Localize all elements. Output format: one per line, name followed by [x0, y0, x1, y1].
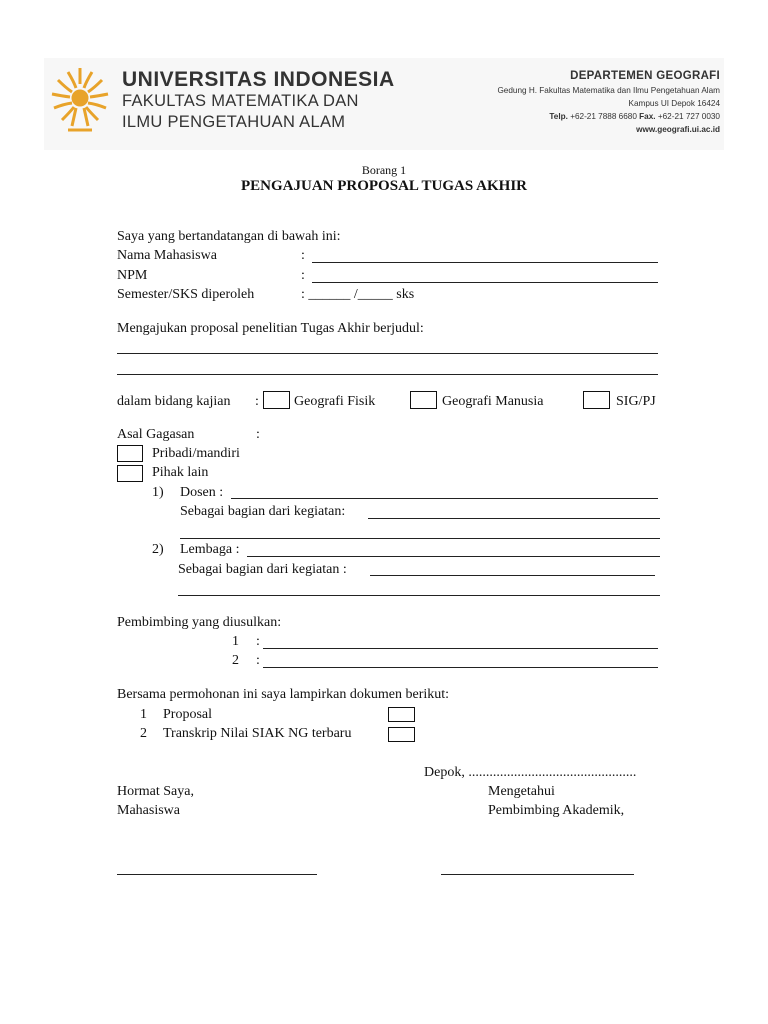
- pembimbing-akademik-label: Pembimbing Akademik,: [488, 803, 625, 818]
- website: www.geografi.ui.ac.id: [636, 125, 720, 134]
- npm-field[interactable]: [312, 282, 658, 283]
- pembimbing-2-field[interactable]: [263, 667, 658, 668]
- mahasiswa-label: Mahasiswa: [117, 803, 180, 818]
- checkbox-pihak-lain[interactable]: [117, 465, 143, 482]
- asal-colon: :: [256, 427, 260, 442]
- lembaga-label: Lembaga :: [180, 542, 240, 557]
- kegiatan-lembaga-field[interactable]: [370, 575, 655, 576]
- pembimbing-2-number: 2: [232, 653, 239, 668]
- date-place-line[interactable]: Depok, ................................................: [424, 765, 637, 780]
- dosen-label: Dosen :: [180, 485, 224, 500]
- option-geografi-manusia: Geografi Manusia: [442, 394, 544, 409]
- lembaga-field[interactable]: [247, 556, 660, 557]
- phone-number: +62-21 7888 6680: [570, 112, 637, 121]
- kegiatan-dosen-field[interactable]: [368, 518, 660, 519]
- judul-line-1[interactable]: [117, 353, 658, 354]
- kegiatan-dosen-label: Sebagai bagian dari kegiatan:: [180, 504, 346, 519]
- checkbox-transkrip[interactable]: [388, 727, 415, 742]
- hormat-saya: Hormat Saya,: [117, 784, 194, 799]
- bidang-colon: :: [255, 394, 259, 409]
- department-name: DEPARTEMEN GEOGRAFI: [570, 70, 720, 82]
- checkbox-proposal[interactable]: [388, 707, 415, 722]
- semester-field[interactable]: : ______ /_____ sks: [301, 287, 415, 302]
- lampiran-1-label: Proposal: [163, 707, 212, 722]
- pembimbing-2-colon: :: [256, 653, 260, 668]
- lampiran-1-number: 1: [140, 707, 147, 722]
- checkbox-geografi-fisik[interactable]: [263, 391, 290, 409]
- judul-line-2[interactable]: [117, 374, 658, 375]
- pembimbing-1-field[interactable]: [263, 648, 658, 649]
- option-sig-pj: SIG/PJ: [616, 394, 656, 409]
- kegiatan-lembaga-label: Sebagai bagian dari kegiatan :: [178, 562, 347, 577]
- university-name: UNIVERSITAS INDONESIA: [122, 68, 395, 91]
- nama-label: Nama Mahasiswa: [117, 248, 217, 263]
- semester-label: Semester/SKS diperoleh: [117, 287, 255, 302]
- university-logo-icon: [46, 64, 114, 134]
- kegiatan-dosen-field-2[interactable]: [180, 538, 660, 539]
- asal-label: Asal Gagasan: [117, 427, 195, 442]
- contact-line: [549, 112, 720, 121]
- address-line-2: Kampus UI Depok 16424: [628, 99, 720, 108]
- phone-label: Telp.: [549, 112, 568, 121]
- kegiatan-lembaga-field-2[interactable]: [178, 595, 660, 596]
- option-pribadi: Pribadi/mandiri: [152, 446, 240, 461]
- fax-label: Fax.: [639, 112, 656, 121]
- faculty-line-1: FAKULTAS MATEMATIKA DAN: [122, 92, 359, 110]
- pembimbing-label: Pembimbing yang diusulkan:: [117, 615, 282, 630]
- checkbox-sig-pj[interactable]: [583, 391, 610, 409]
- intro-text: Saya yang bertandatangan di bawah ini:: [117, 229, 341, 244]
- fax-number: +62-21 727 0030: [657, 112, 720, 121]
- address-line-1: Gedung H. Fakultas Matematika dan Ilmu Pengetahuan Alam: [497, 86, 720, 95]
- nama-field[interactable]: [312, 262, 658, 263]
- dosen-field[interactable]: [231, 498, 658, 499]
- dosen-number: 1): [152, 485, 164, 500]
- option-pihak-lain: Pihak lain: [152, 465, 209, 480]
- pembimbing-1-colon: :: [256, 634, 260, 649]
- mengetahui-label: Mengetahui: [488, 784, 555, 799]
- option-geografi-fisik: Geografi Fisik: [294, 394, 376, 409]
- checkbox-pribadi[interactable]: [117, 445, 143, 462]
- signature-mahasiswa[interactable]: [117, 874, 317, 875]
- signature-pembimbing[interactable]: [441, 874, 634, 875]
- lampiran-2-number: 2: [140, 726, 147, 741]
- npm-label: NPM: [117, 268, 148, 283]
- lembaga-number: 2): [152, 542, 164, 557]
- lampiran-2-label: Transkrip Nilai SIAK NG terbaru: [163, 726, 352, 741]
- npm-colon: :: [301, 268, 305, 283]
- checkbox-geografi-manusia[interactable]: [410, 391, 437, 409]
- lampiran-label: Bersama permohonan ini saya lampirkan dokumen berikut:: [117, 687, 450, 702]
- bidang-label: dalam bidang kajian: [117, 394, 231, 409]
- form-number: Borang 1: [361, 163, 407, 177]
- form-title: PENGAJUAN PROPOSAL TUGAS AKHIR: [240, 178, 527, 194]
- nama-colon: :: [301, 248, 305, 263]
- pembimbing-1-number: 1: [232, 634, 239, 649]
- faculty-line-2: ILMU PENGETAHUAN ALAM: [122, 113, 346, 131]
- judul-label: Mengajukan proposal penelitian Tugas Akhir berjudul:: [117, 321, 424, 336]
